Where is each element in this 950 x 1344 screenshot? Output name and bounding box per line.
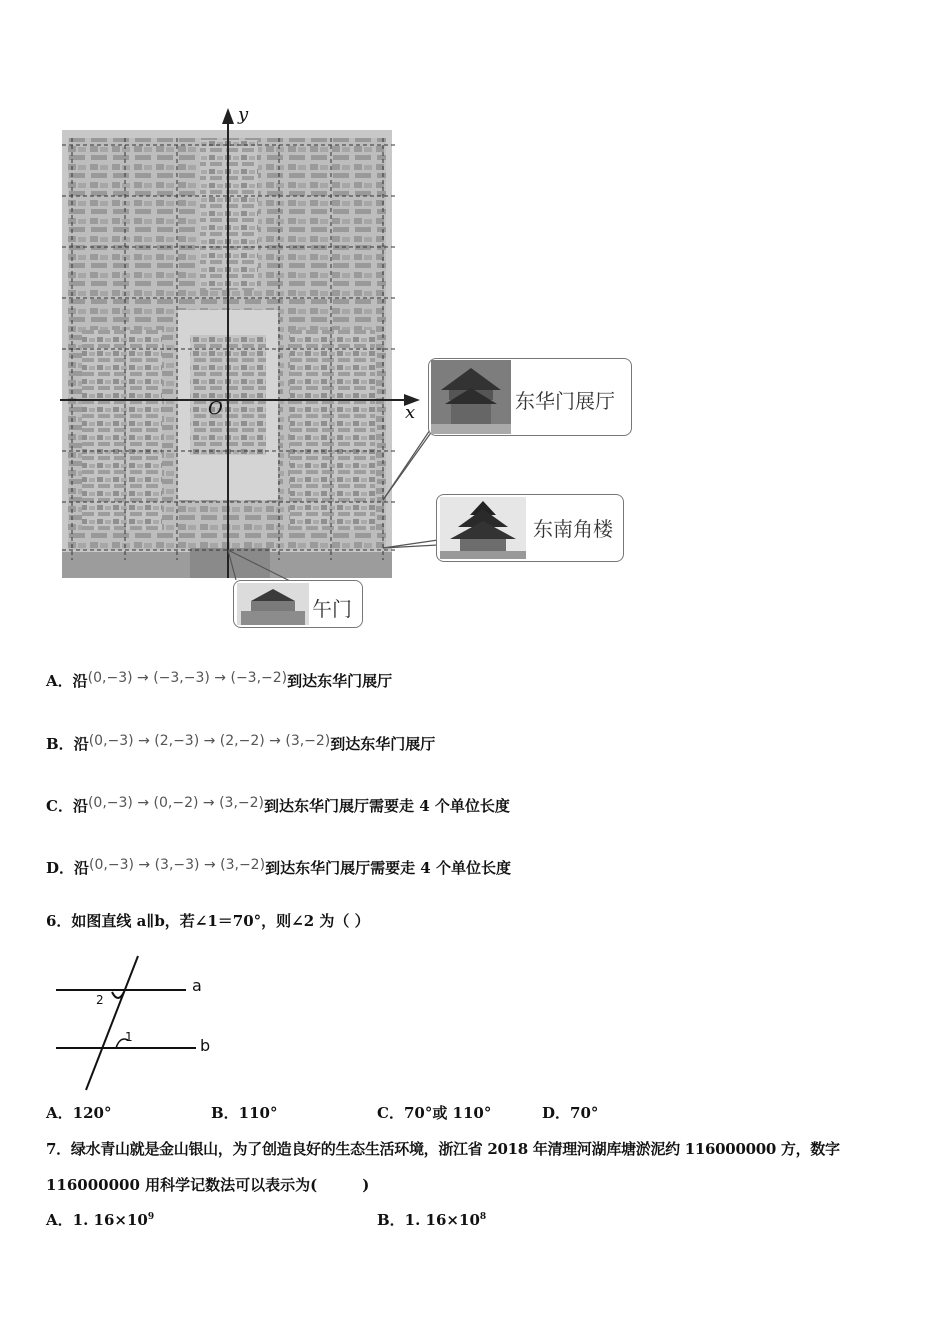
callout-wumen-label: 午门: [312, 597, 352, 621]
callout-dongnanjiaolou-label: 东南角楼: [533, 517, 613, 541]
option-post: 到达东华门展厅需要走 4 个单位长度: [265, 859, 511, 877]
q6-option-d: D．70°: [542, 1104, 599, 1122]
q6-angle1-label: 1: [125, 1030, 133, 1044]
option-letter: C．: [46, 797, 73, 815]
option-letter: A．: [46, 672, 73, 690]
q5-option-b: [46, 733, 435, 754]
dongnanjiaolou-thumbnail: [440, 497, 526, 559]
callout-donghuamen: [428, 358, 632, 436]
option-letter: D．: [46, 859, 75, 877]
option-pre: 沿: [73, 735, 89, 753]
callout-wumen: [233, 580, 363, 628]
q7-option-b: [377, 1209, 486, 1230]
q7-stem-line1: 7．绿水青山就是金山银山，为了创造良好的生态生活环境，浙江省 2018 年清理河湖库塘淤泥约 116000000 方，数字: [46, 1140, 840, 1158]
q7-option-a: [46, 1209, 154, 1230]
option-path: (0,−3) → (−3,−3) → (−3,−2): [87, 670, 288, 686]
callout-donghuamen-label: 东华门展厅: [515, 389, 615, 413]
wumen-thumbnail: [237, 583, 309, 625]
option-pre: 沿: [72, 797, 88, 815]
q6-stem: 6．如图直线 a∥b，若∠1＝70°，则∠2 为（ ）: [46, 912, 370, 930]
q5-option-a: [46, 670, 392, 691]
donghuamen-thumbnail: [431, 360, 511, 434]
option-path: (0,−3) → (2,−3) → (2,−2) → (3,−2): [88, 733, 331, 749]
option-post: 到达东华门展厅: [330, 735, 436, 753]
map-figure: [0, 0, 950, 640]
q6-angle2-label: 2: [96, 993, 104, 1007]
q5-option-d: [46, 857, 511, 878]
option-base: B．1. 16×10: [377, 1211, 480, 1229]
option-letter: B．: [46, 735, 74, 753]
q6-option-b: B．110°: [211, 1104, 278, 1122]
option-post: 到达东华门展厅: [287, 672, 393, 690]
option-path: (0,−3) → (0,−2) → (3,−2): [87, 795, 264, 811]
q6-option-a: A．120°: [46, 1104, 112, 1122]
q6-option-c: C．70°或 110°: [377, 1104, 492, 1122]
option-post: 到达东华门展厅需要走 4 个单位长度: [264, 797, 510, 815]
q6-label-a: a: [192, 976, 202, 995]
option-exponent: 8: [479, 1212, 487, 1222]
option-base: A．1. 16×10: [46, 1211, 148, 1229]
x-axis-label: x: [405, 402, 416, 423]
option-exponent: 9: [147, 1212, 155, 1222]
option-pre: 沿: [72, 672, 88, 690]
option-pre: 沿: [74, 859, 90, 877]
y-axis-label: y: [238, 104, 249, 125]
q7-stem-line2: 116000000 用科学记数法可以表示为( ): [46, 1176, 370, 1194]
q5-option-c: [46, 795, 510, 816]
q6-label-b: b: [200, 1036, 211, 1055]
q6-parallel-lines-figure: [46, 950, 246, 1100]
option-path: (0,−3) → (3,−3) → (3,−2): [89, 857, 266, 873]
callout-dongnanjiaolou: [436, 494, 624, 562]
origin-label: O: [208, 398, 223, 419]
